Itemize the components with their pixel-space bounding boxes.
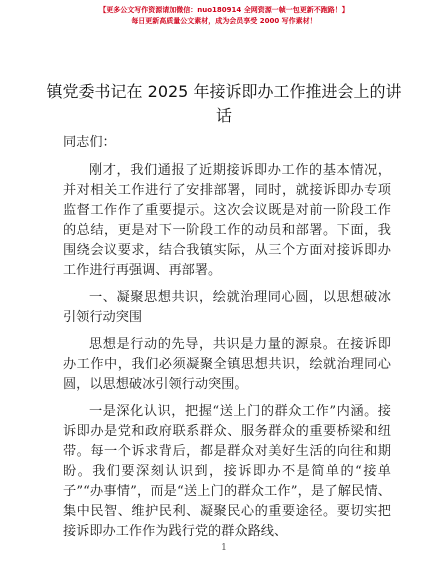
body-paragraph-1: 刚才，我们通报了近期接诉即办工作的基本情况，并对相关工作进行了安排部署，同时，就接诉即办专项监督工作作了重要提示。这次会议既是对前一阶段工作的总结，更是对下一阶段工作的动员和部署。下面，我围绕会议要求，结合我镇实际，从三个方面对接诉即办工作进行再强调、再部署。 bbox=[63, 163, 391, 278]
promo-banner bbox=[0, 5, 448, 27]
document-body bbox=[63, 133, 391, 549]
page-number: 1 bbox=[221, 543, 227, 553]
promo-banner-line-2: 每日更新高质量公文素材，成为会员享受 2000 写作素材！ bbox=[131, 17, 317, 25]
body-paragraph-2: 思想是行动的先导，共识是力量的源泉。在接诉即办工作中，我们必须凝聚全镇思想共识，绘就治理同心圆，以思想破冰引领行动突围。 bbox=[63, 337, 391, 392]
section-heading-1: 一、凝聚思想共识，绘就治理同心圆，以思想破冰引领行动突围 bbox=[63, 290, 391, 325]
document-title: 镇党委书记在 2025 年接诉即办工作推进会上的讲话 bbox=[46, 82, 402, 125]
salutation: 同志们： bbox=[63, 135, 116, 150]
body-paragraph-3: 一是深化认识，把握“送上门的群众工作”内涵。接诉即办是党和政府联系群众、服务群众的重要桥梁和纽带。每一个诉求背后，都是群众对美好生活的向往和期盼。我们要深刻认识到，接诉即办不是简单的“接单子”“办事情”，而是“送上门的群众工作”，是了解民情、集中民智、维护民利、凝聚民心的重要途径。要切实把接诉即办工作作为践行党的群众路线、 bbox=[63, 404, 391, 539]
promo-banner-line-1: 【更多公文写作资源请加微信：nuo180914 全网资源一帧一包更新不跑路！】 bbox=[99, 6, 349, 14]
